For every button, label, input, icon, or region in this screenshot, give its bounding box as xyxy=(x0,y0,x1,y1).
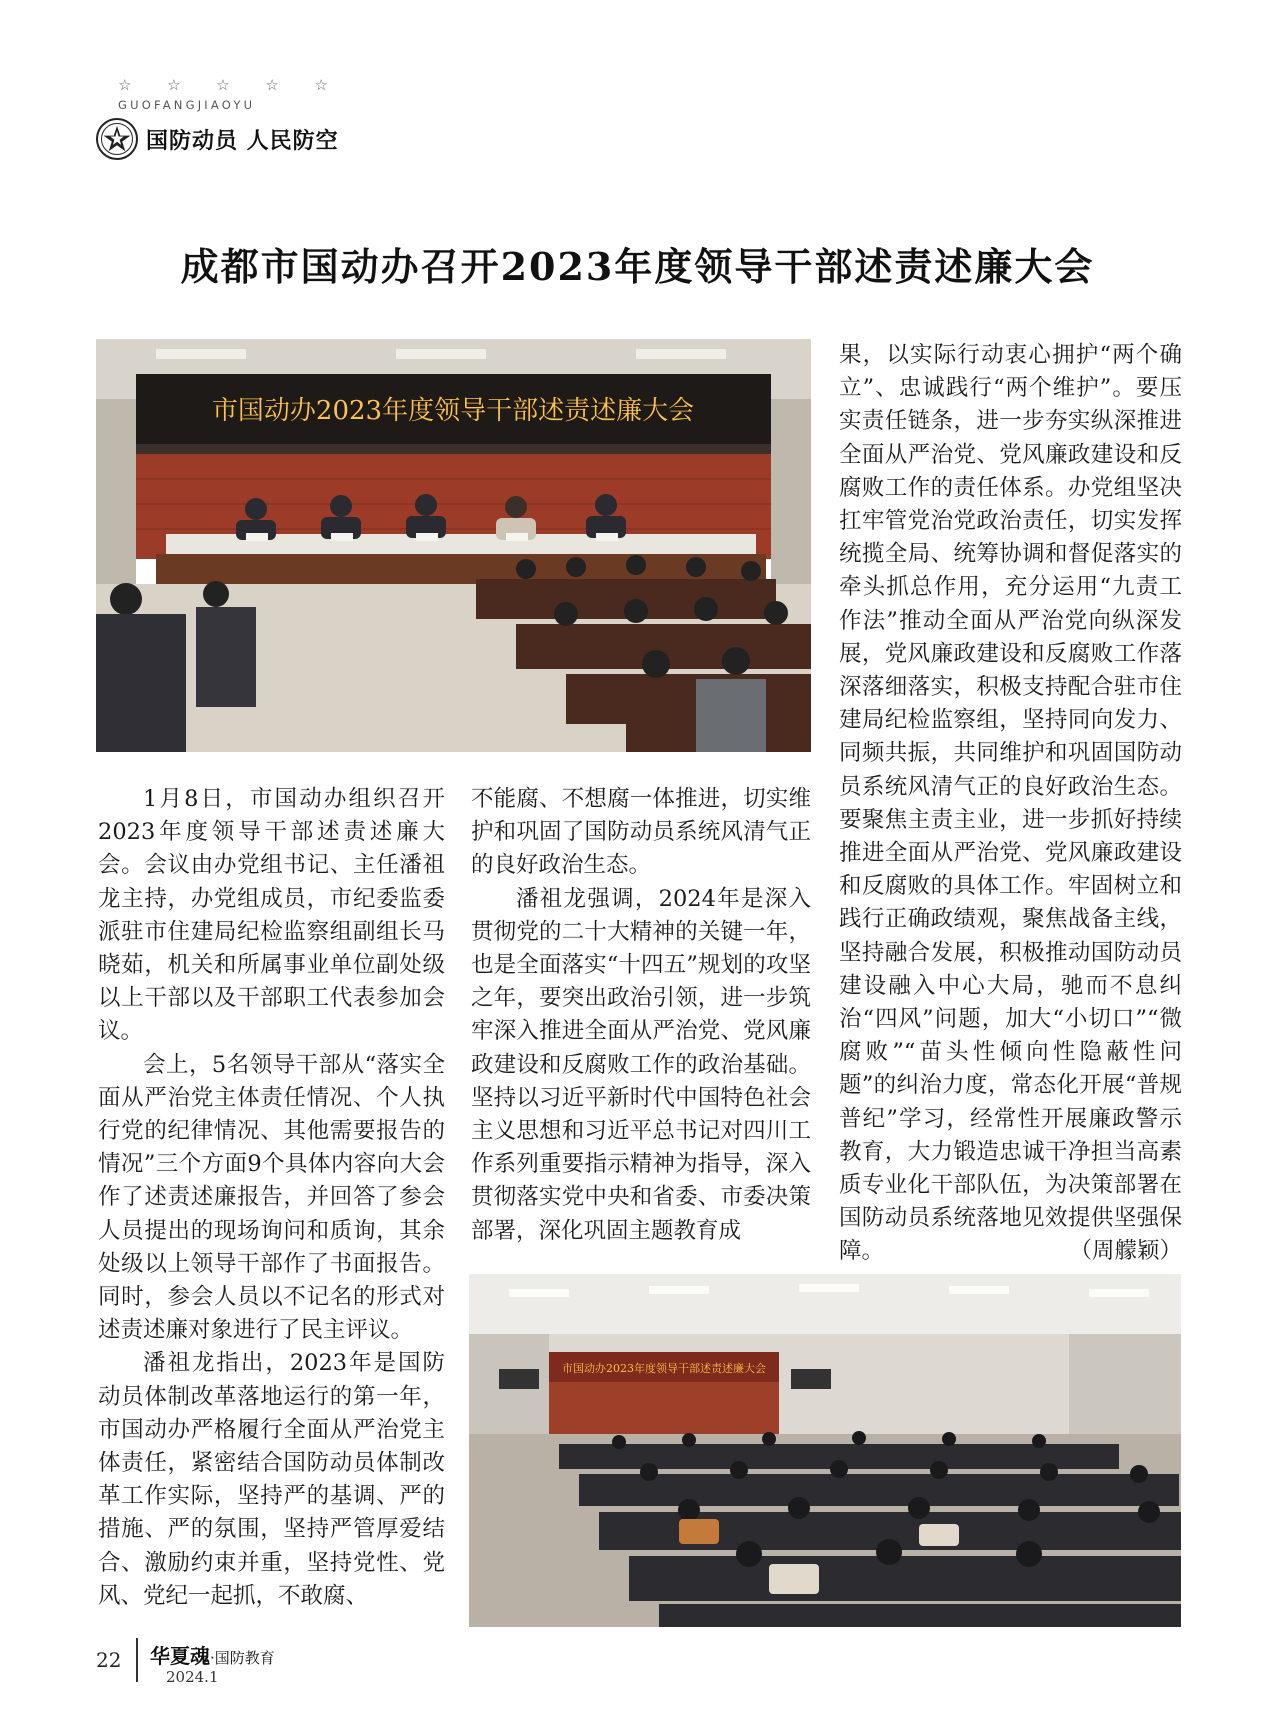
star-icon: ☆ xyxy=(167,76,181,94)
article-title: 成都市国动办召开2023年度领导干部述责述廉大会 xyxy=(180,244,1095,289)
paragraph: 会上，5名领导干部从“落实全面从严治党主体责任情况、个人执行党的纪律情况、其他需要报告的情况”三个方面9个具体内容向大会作了述责述廉报告，并回答了参会人员提出的现场询问和质询，其余处级以上领导干部作了书面报告。同时，参会人员以不记名的形式对述责述廉对象进行了民主评议。 xyxy=(98,1051,445,1344)
army-emblem-icon xyxy=(95,117,139,161)
magazine-title: 华夏魂 xyxy=(150,1644,210,1668)
meeting-stage-photo xyxy=(96,339,811,752)
footer-divider xyxy=(136,1638,138,1682)
paragraph-text: 果，以实际行动衷心拥护“两个确立”、忠诚践行“两个维护”。要压实责任链条，进一步夯实纵深推进全面从严治党、党风廉政建设和反腐败工作的责任体系。办党组坚决扛牢管党治党政治责任，切实发挥统揽全局、统筹协调和督促落实的牵头抓总作用，充分运用“九责工作法”推动全面从严治党向纵深发展，党风廉政建设和反腐败工作落深落细落实，积极支持配合驻市住建局纪检监察组，坚持同向发力、同频共振，共同维护和巩固国防动员系统风清气正的良好政治生态。要聚焦主责主业，进一步抓好持续推进全面从严治党、党风廉政建设和反腐败的具体工作。牢固树立和践行正确政绩观，聚焦战备主线，坚持融合发展，积极推动国防动员建设融入中心大局，驰而不息纠治“四风”问题，加大“小切口”“微腐败”“苗头性倾向性隐蔽性问题”的纠治力度，常态化开展“普规普纪”学习，经常性开展廉政警示教育，大力锻造忠诚干净担当高素质专业化干部队伍，为决策部署在国防动员系统落地见效提供坚强保障。 xyxy=(839,342,1182,1265)
magazine-section: ·国防教育 xyxy=(210,1649,275,1667)
header-stars xyxy=(118,76,328,94)
page-number: 22 xyxy=(96,1648,122,1672)
star-icon: ☆ xyxy=(265,76,279,94)
paragraph: 潘祖龙强调，2024年是深入贯彻党的二十大精神的关键一年，也是全面落实“十四五”规划的攻坚之年，要突出政治引领，进一步筑牢深入推进全面从严治党、党风廉政建设和反腐败工作的政治基础。坚持以习近平新时代中国特色社会主义思想和习近平总书记对四川工作系列重要指示精神为指导，深入贯彻落实党中央和省委、市委决策部署，深化巩固主题教育成 xyxy=(471,885,811,1244)
article-column-3 xyxy=(839,339,1182,1269)
magazine-name xyxy=(150,1640,275,1669)
star-icon: ☆ xyxy=(314,76,328,94)
star-icon: ☆ xyxy=(118,76,132,94)
photo2-banner-text: 市国动办2023年度领导干部述责述廉大会 xyxy=(562,1362,766,1375)
paragraph: 1月8日，市国动办组织召开2023年度领导干部述责述廉大会。会议由办党组书记、主任潘祖龙主持，办党组成员，市纪委监委派驻市住建局纪检监察组副组长马晓茹，机关和所属事业单位副处级以上干部以及干部职工代表参加会议。 xyxy=(98,786,445,1045)
photo1-banner-text: 市国动办2023年度领导干部述责述廉大会 xyxy=(211,396,695,426)
meeting-hall-photo xyxy=(469,1274,1181,1627)
author: （周艨颖） xyxy=(1069,1238,1182,1265)
article-column-1 xyxy=(98,783,445,1613)
article-column-2 xyxy=(471,783,811,1248)
paragraph: 不能腐、不想腐一体推进，切实维护和巩固了国防动员系统风清气正的良好政治生态。 xyxy=(471,786,811,879)
paragraph xyxy=(839,339,1182,1269)
star-icon: ☆ xyxy=(216,76,230,94)
issue-date: 2024.1 xyxy=(166,1668,219,1686)
header-brand: 国防动员 人民防空 xyxy=(146,128,339,154)
paragraph: 潘祖龙指出，2023年是国防动员体制改革落地运行的第一年，市国动办严格履行全面从严治党主体责任，紧密结合国防动员体制改革工作实际，坚持严的基调、严的措施、严的氛围，坚持严管厚爱结合、激励约束并重，坚持党性、党风、党纪一起抓，不敢腐、 xyxy=(98,1350,445,1609)
header-latin: GUOFANGJIAOYU xyxy=(118,98,256,112)
